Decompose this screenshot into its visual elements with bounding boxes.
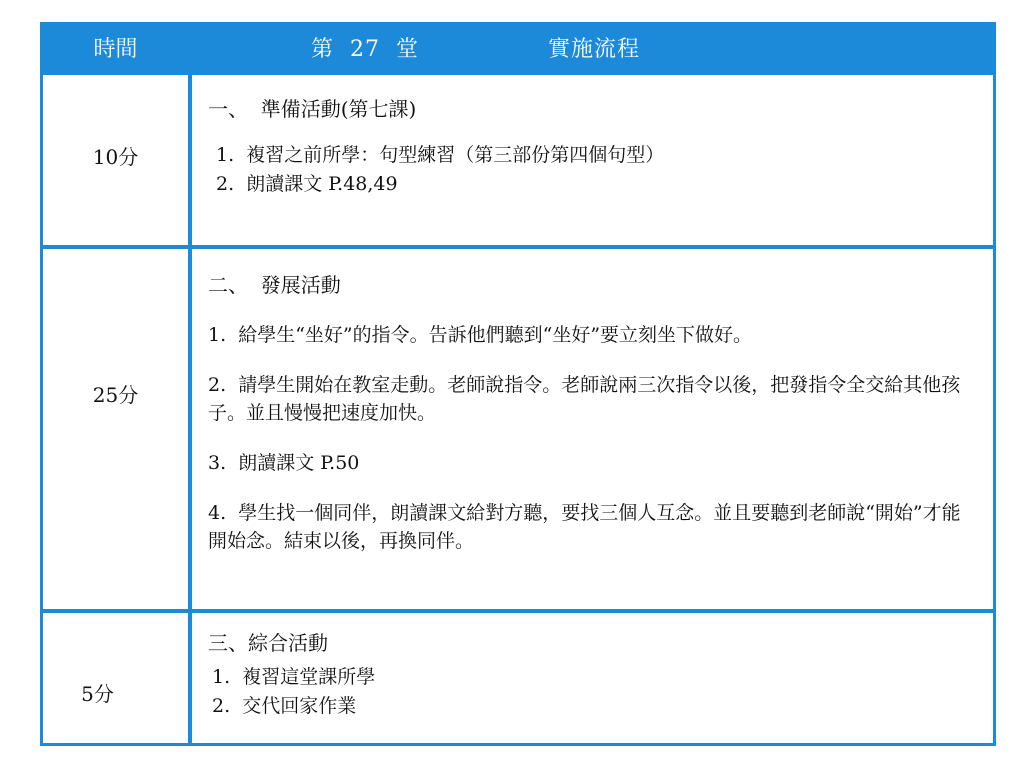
row-2-item-3: 3. 朗讀課文 P.50 [208,452,360,474]
row-3-content [208,629,978,721]
header-flow-label: 實施流程 [548,37,641,62]
row-3-title: 三、綜合活動 [208,631,328,655]
header-time-label: 時間 [93,37,138,62]
row-2-item-1: 1. 給學生“坐好”的指令。告訴他們聽到“坐好”要立刻坐下做好。 [208,324,753,346]
header-lesson-label: 第 27 堂 [311,37,419,62]
row-2-content [208,271,978,555]
row-1-content [208,95,978,199]
row-2-item-2: 2. 請學生開始在教室走動。老師說指令。老師說兩三次指令以後，把發指令全交給其他孩子。並且慢慢把速度加快。 [208,374,961,424]
row-2-time: 25分 [92,383,139,407]
row-divider [43,245,993,249]
row-1-title: 一、 準備活動(第七課) [208,97,417,121]
row-1-item-1: 1. 複習之前所學：句型練習（第三部份第四個句型） [216,144,665,166]
row-2-item-4: 4. 學生找一個同伴，朗讀課文給對方聽，要找三個人互念。並且要聽到老師說“開始”才能開始念。結束以後，再換同伴。 [208,502,961,552]
row-1-item-2: 2. 朗讀課文 P.48,49 [216,173,398,195]
row-3-item-1: 1. 複習這堂課所學 [212,666,376,688]
row-1-time: 10分 [92,145,139,169]
row-3-time: 5分 [81,682,114,706]
column-divider [188,75,192,746]
table-header [43,25,993,75]
row-3-item-2: 2. 交代回家作業 [212,695,357,717]
row-divider [43,609,993,613]
row-2-title: 二、 發展活動 [208,273,341,297]
lesson-plan-table [40,22,996,746]
